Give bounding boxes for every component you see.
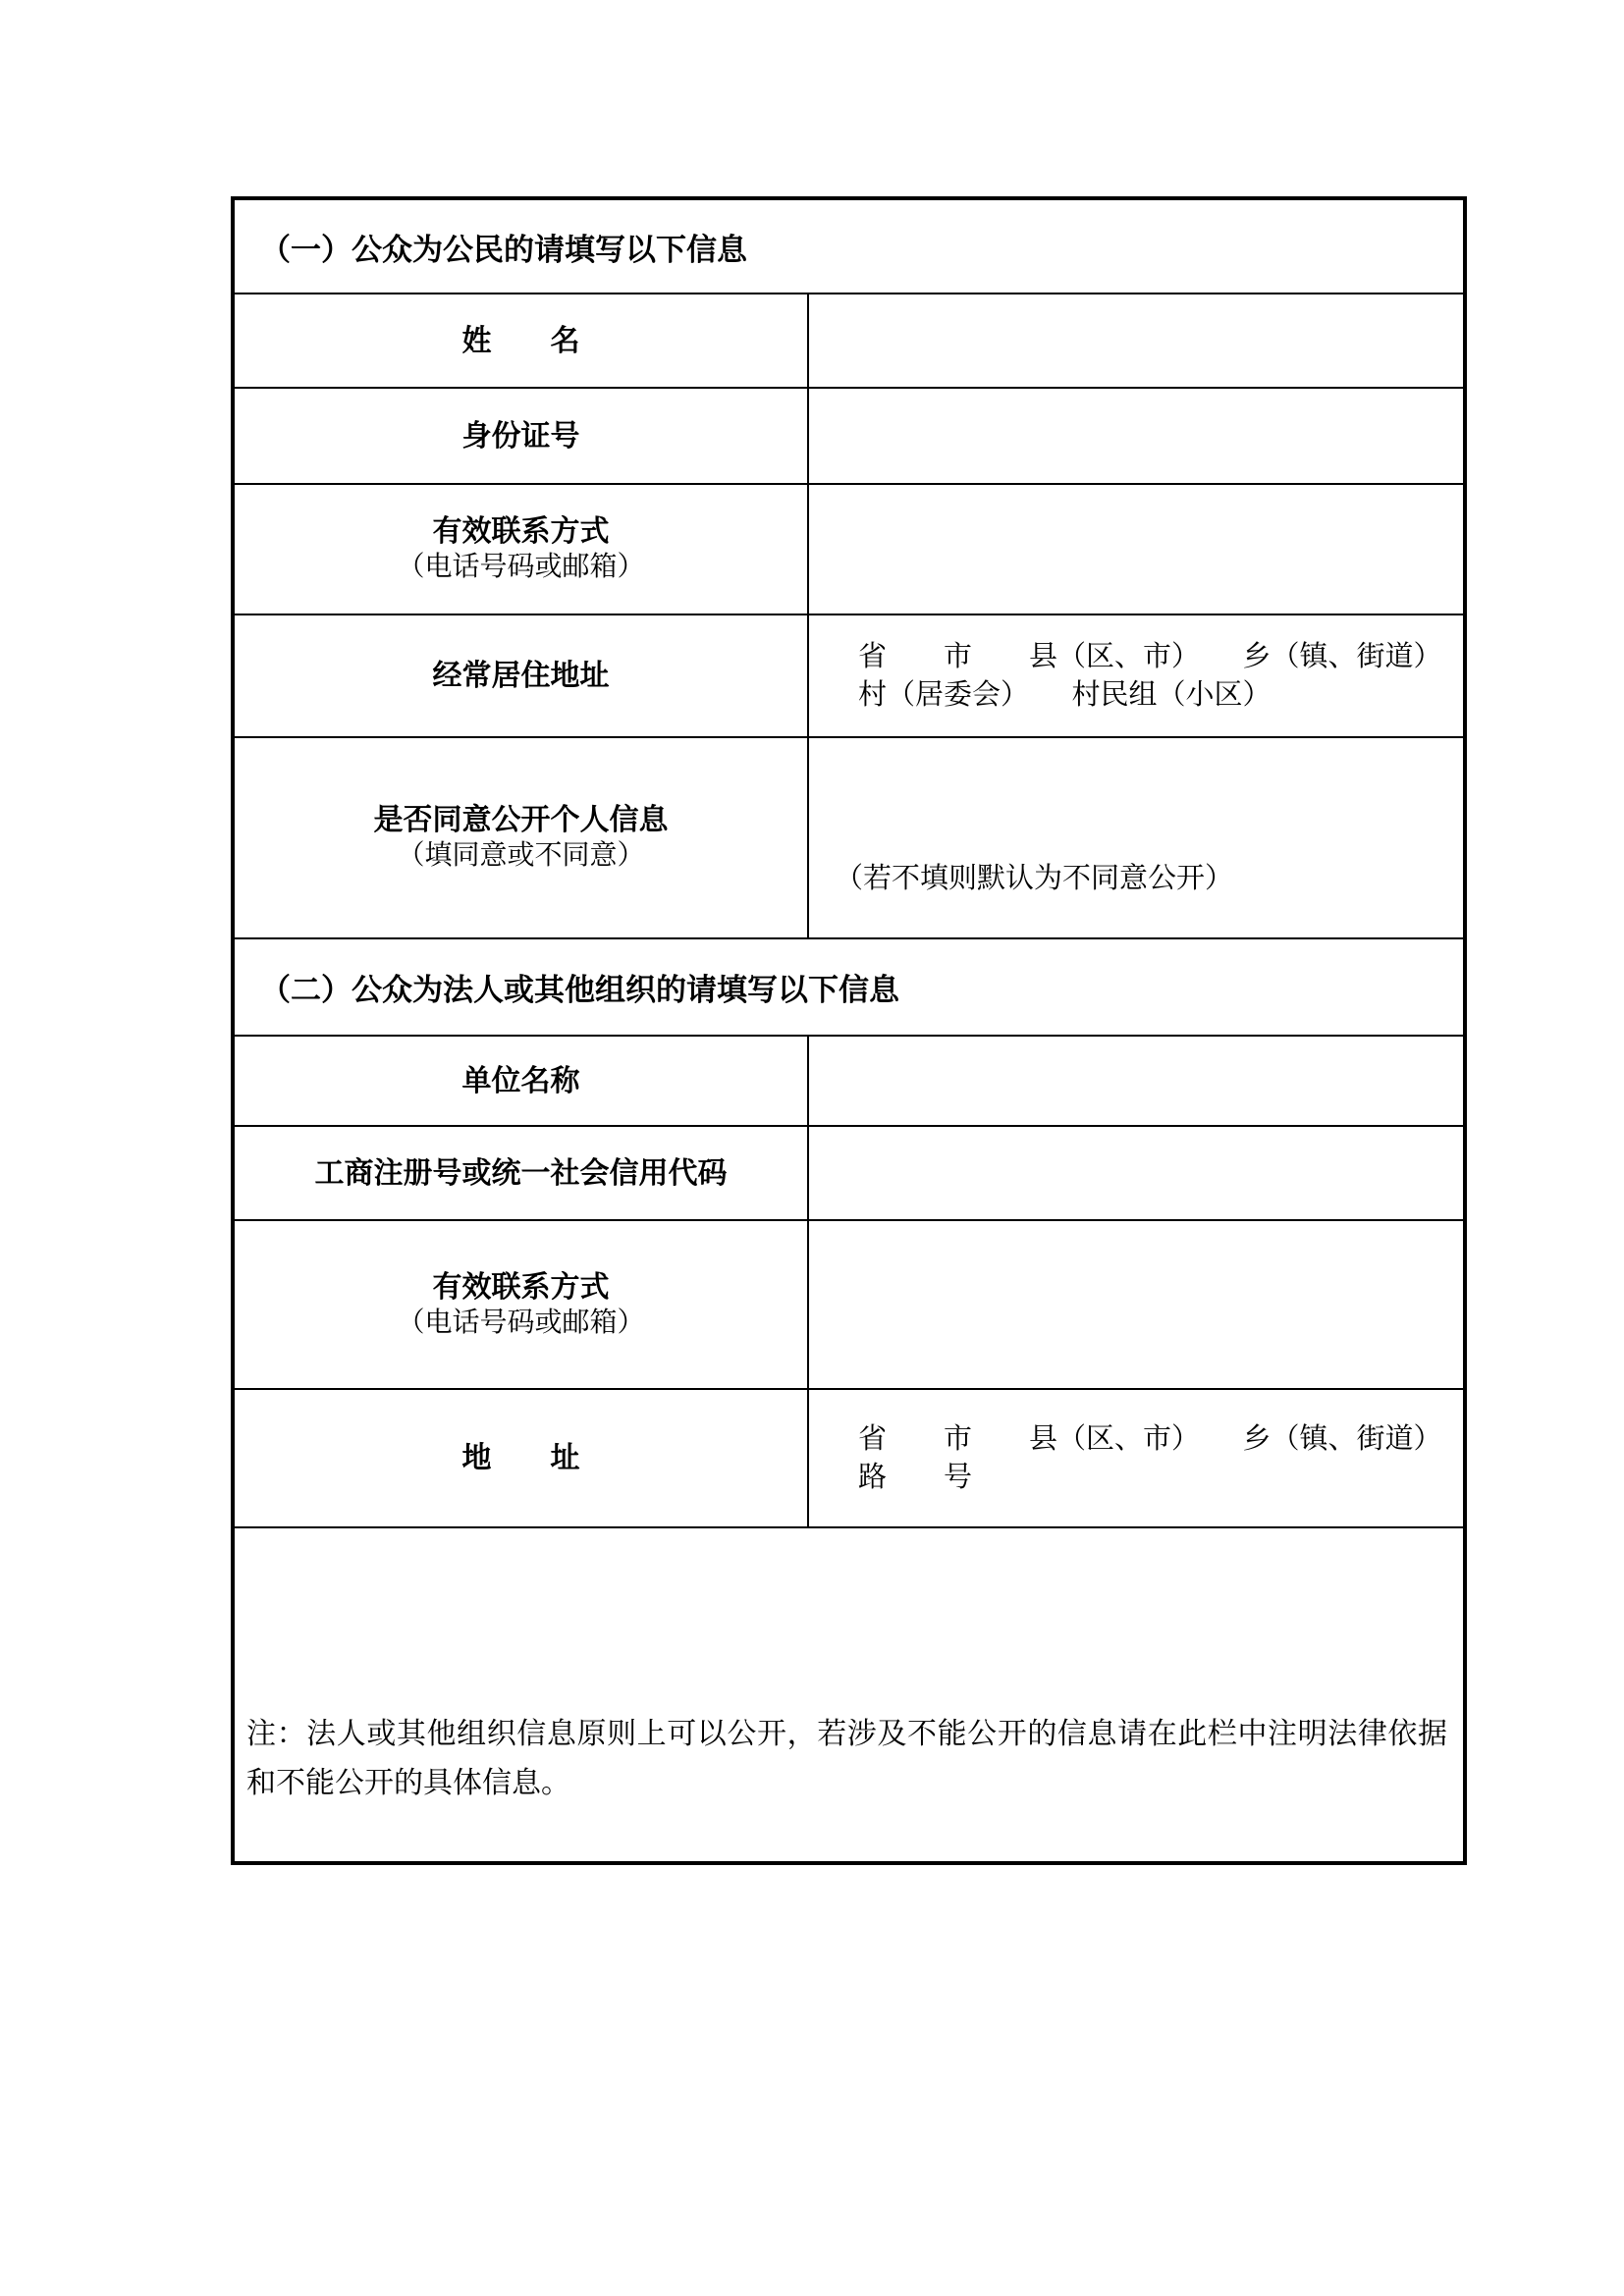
- contact-org-label-cell: [235, 1221, 809, 1388]
- id-number-value-cell: [809, 389, 1463, 483]
- section-2-header-row: [235, 939, 1463, 1037]
- org-name-label-cell: [235, 1037, 809, 1125]
- org-address-label: 地 址: [461, 1442, 580, 1474]
- org-address-value-line-2: 路 号: [858, 1461, 973, 1493]
- org-address-value-cell: [809, 1390, 1463, 1526]
- contact-citizen-label-cell: [235, 485, 809, 614]
- note-text: 注：法人或其他组织信息原则上可以公开，若涉及不能公开的信息请在此栏中注明法律依据和不能公开的具体信息。: [246, 1718, 1447, 1799]
- org-name-value-cell: [809, 1037, 1463, 1125]
- row-org-code: [235, 1127, 1463, 1221]
- section-2-title: （二）公众为法人或其他组织的请填写以下信息: [260, 973, 899, 1007]
- name-label-cell: [235, 294, 809, 387]
- applicant-info-table: [231, 196, 1467, 1865]
- residence-label: 经常居住地址: [432, 660, 610, 692]
- row-org-name: [235, 1037, 1463, 1127]
- section-1-header-row: [235, 200, 1463, 294]
- contact-org-label: 有效联系方式: [432, 1270, 610, 1304]
- residence-value-line-1: 省 市 县（区、市） 乡（镇、街道）: [858, 640, 1442, 672]
- contact-org-sublabel: （电话号码或邮箱）: [397, 1307, 645, 1338]
- org-code-label: 工商注册号或统一社会信用代码: [314, 1156, 728, 1190]
- consent-label: 是否同意公开个人信息: [373, 804, 669, 836]
- contact-citizen-sublabel: （电话号码或邮箱）: [397, 552, 645, 582]
- row-residence-address: [235, 615, 1463, 738]
- residence-value-cell: [809, 615, 1463, 736]
- consent-sublabel: （填同意或不同意）: [397, 840, 645, 871]
- id-number-label-cell: [235, 389, 809, 483]
- row-note: [235, 1528, 1463, 1861]
- section-1-title: （一）公众为公民的请填写以下信息: [260, 232, 747, 267]
- row-org-address: [235, 1390, 1463, 1528]
- consent-default-hint: （若不填则默认为不同意公开）: [835, 863, 1234, 894]
- row-contact-citizen: [235, 485, 1463, 615]
- residence-label-cell: [235, 615, 809, 736]
- contact-citizen-value-cell: [809, 485, 1463, 614]
- name-value-cell: [809, 294, 1463, 387]
- residence-value-line-2: 村（居委会） 村民组（小区）: [858, 678, 1272, 711]
- row-consent: [235, 738, 1463, 939]
- contact-citizen-label: 有效联系方式: [432, 515, 610, 548]
- org-address-label-cell: [235, 1390, 809, 1526]
- row-id-number: [235, 389, 1463, 485]
- consent-label-cell: [235, 738, 809, 937]
- org-code-value-cell: [809, 1127, 1463, 1219]
- org-code-label-cell: [235, 1127, 809, 1219]
- id-number-label: 身份证号: [461, 419, 580, 453]
- row-name: [235, 294, 1463, 389]
- contact-org-value-cell: [809, 1221, 1463, 1388]
- org-name-label: 单位名称: [461, 1064, 580, 1097]
- consent-value-cell: [809, 738, 1463, 937]
- org-address-value-line-1: 省 市 县（区、市） 乡（镇、街道）: [858, 1422, 1442, 1455]
- name-label: 姓 名: [461, 324, 580, 357]
- row-contact-org: [235, 1221, 1463, 1390]
